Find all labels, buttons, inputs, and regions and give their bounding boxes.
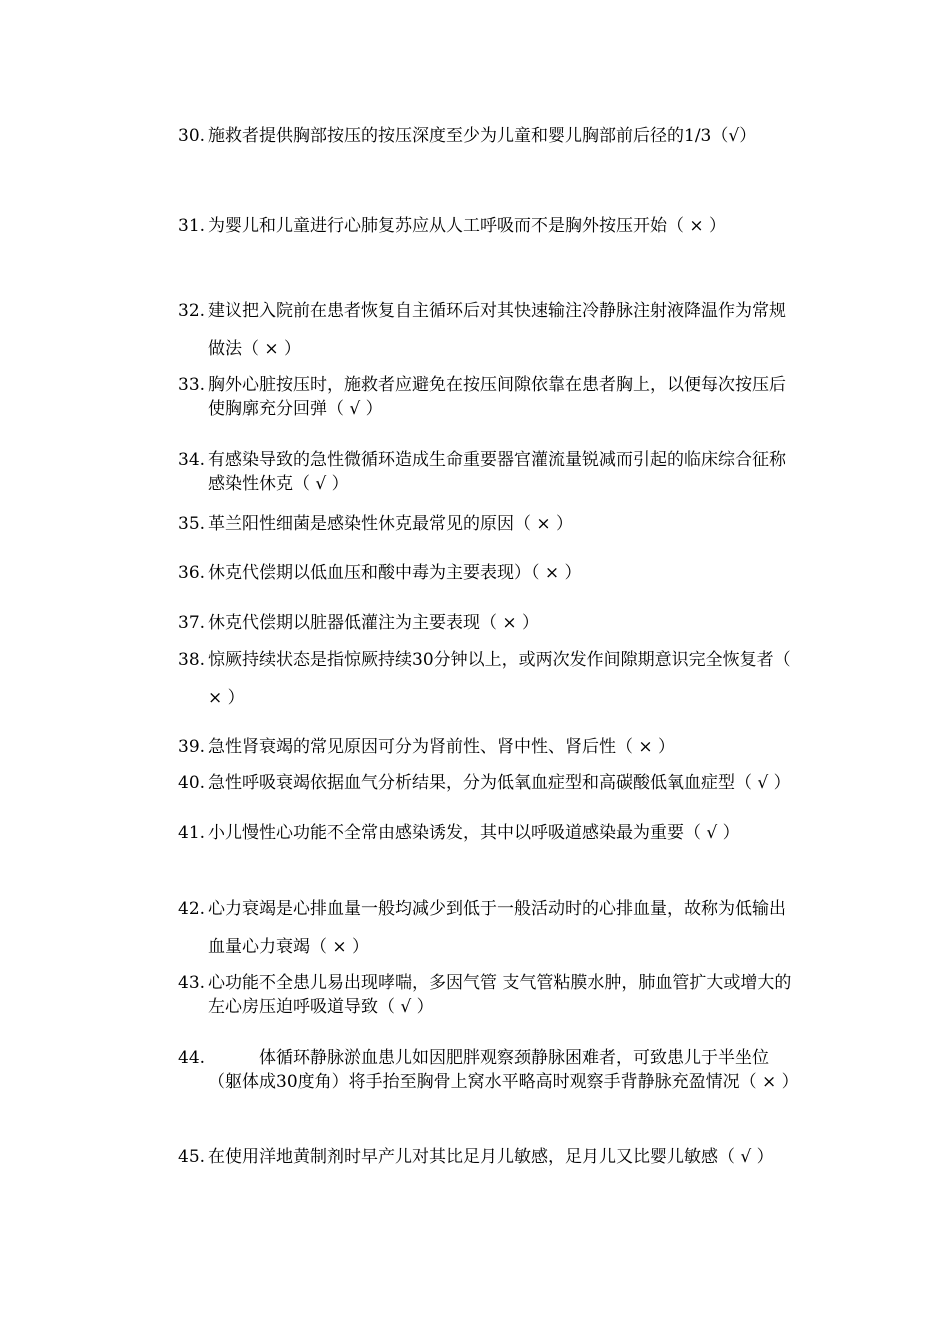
list-item <box>178 373 798 421</box>
list-item <box>178 890 798 966</box>
item-number: 35. <box>178 514 206 534</box>
list-item <box>178 561 798 585</box>
list-item <box>178 512 798 536</box>
item-text: 小儿慢性心功能不全常由感染诱发，其中以呼吸道感染最为重要（ √ ） <box>208 823 740 843</box>
item-text: 急性肾衰竭的常见原因可分为肾前性、肾中性、肾后性（ × ） <box>208 737 676 757</box>
item-number: 45. <box>178 1147 206 1167</box>
item-number: 32. <box>178 301 206 321</box>
list-item <box>178 448 798 496</box>
item-text: 心力衰竭是心排血量一般均减少到低于一般活动时的心排血量，故称为低输出血量心力衰竭（ × ） <box>208 899 786 957</box>
item-text: 施救者提供胸部按压的按压深度至少为儿童和婴儿胸部前后径的1/3（√） <box>208 126 757 146</box>
item-number: 43. <box>178 973 206 993</box>
item-number: 40. <box>178 773 206 793</box>
item-text: 体循环静脉淤血患儿如因肥胖观察颈静脉困难者，可致患儿于半坐位（躯体成30度角）将手抬至胸骨上窝水平略高时观察手背静脉充盈情况（ × ） <box>208 1048 799 1092</box>
item-text: 休克代偿期以低血压和酸中毒为主要表现）（ × ） <box>208 563 582 583</box>
item-text: 为婴儿和儿童进行心肺复苏应从人工呼吸而不是胸外按压开始（ × ） <box>208 216 727 236</box>
list-item <box>178 641 798 717</box>
list-item <box>178 735 798 759</box>
item-text: 革兰阳性细菌是感染性休克最常见的原因（ × ） <box>208 514 574 534</box>
item-number: 44. <box>178 1048 206 1068</box>
item-number: 41. <box>178 823 206 843</box>
item-number: 31. <box>178 216 206 236</box>
list-item <box>178 821 798 845</box>
list-item <box>178 1145 798 1169</box>
item-number: 37. <box>178 613 206 633</box>
item-number: 39. <box>178 737 206 757</box>
item-text: 惊厥持续状态是指惊厥持续30分钟以上，或两次发作间隙期意识完全恢复者（ × ） <box>208 650 791 708</box>
item-number: 34. <box>178 450 206 470</box>
item-number: 38. <box>178 650 206 670</box>
item-text: 心功能不全患儿易出现哮喘，多因气管 支气管粘膜水肿，肺血管扩大或增大的左心房压迫呼吸道导致（ √ ） <box>208 973 792 1017</box>
list-item <box>178 611 798 635</box>
list-item <box>178 292 798 368</box>
item-text: 休克代偿期以脏器低灌注为主要表现（ × ） <box>208 613 540 633</box>
item-number: 30. <box>178 126 206 146</box>
list-item <box>178 1046 798 1094</box>
item-text: 急性呼吸衰竭依据血气分析结果，分为低氧血症型和高碳酸低氧血症型（ √ ） <box>208 773 791 793</box>
item-text: 有感染导致的急性微循环造成生命重要器官灌流量锐减而引起的临床综合征称感染性休克（ √ ） <box>208 450 786 494</box>
item-text: 在使用洋地黄制剂时早产儿对其比足月儿敏感，足月儿又比婴儿敏感（ √ ） <box>208 1147 774 1167</box>
list-item <box>178 124 798 148</box>
item-number: 42. <box>178 899 206 919</box>
item-number: 36. <box>178 563 206 583</box>
item-number: 33. <box>178 375 206 395</box>
list-item <box>178 207 798 245</box>
item-text: 建议把入院前在患者恢复自主循环后对其快速输注冷静脉注射液降温作为常规做法（ × ） <box>208 301 786 359</box>
list-item <box>178 771 798 795</box>
list-item <box>178 971 798 1019</box>
item-text: 胸外心脏按压时，施救者应避免在按压间隙依靠在患者胸上，以便每次按压后使胸廓充分回弹（ √ ） <box>208 375 786 419</box>
